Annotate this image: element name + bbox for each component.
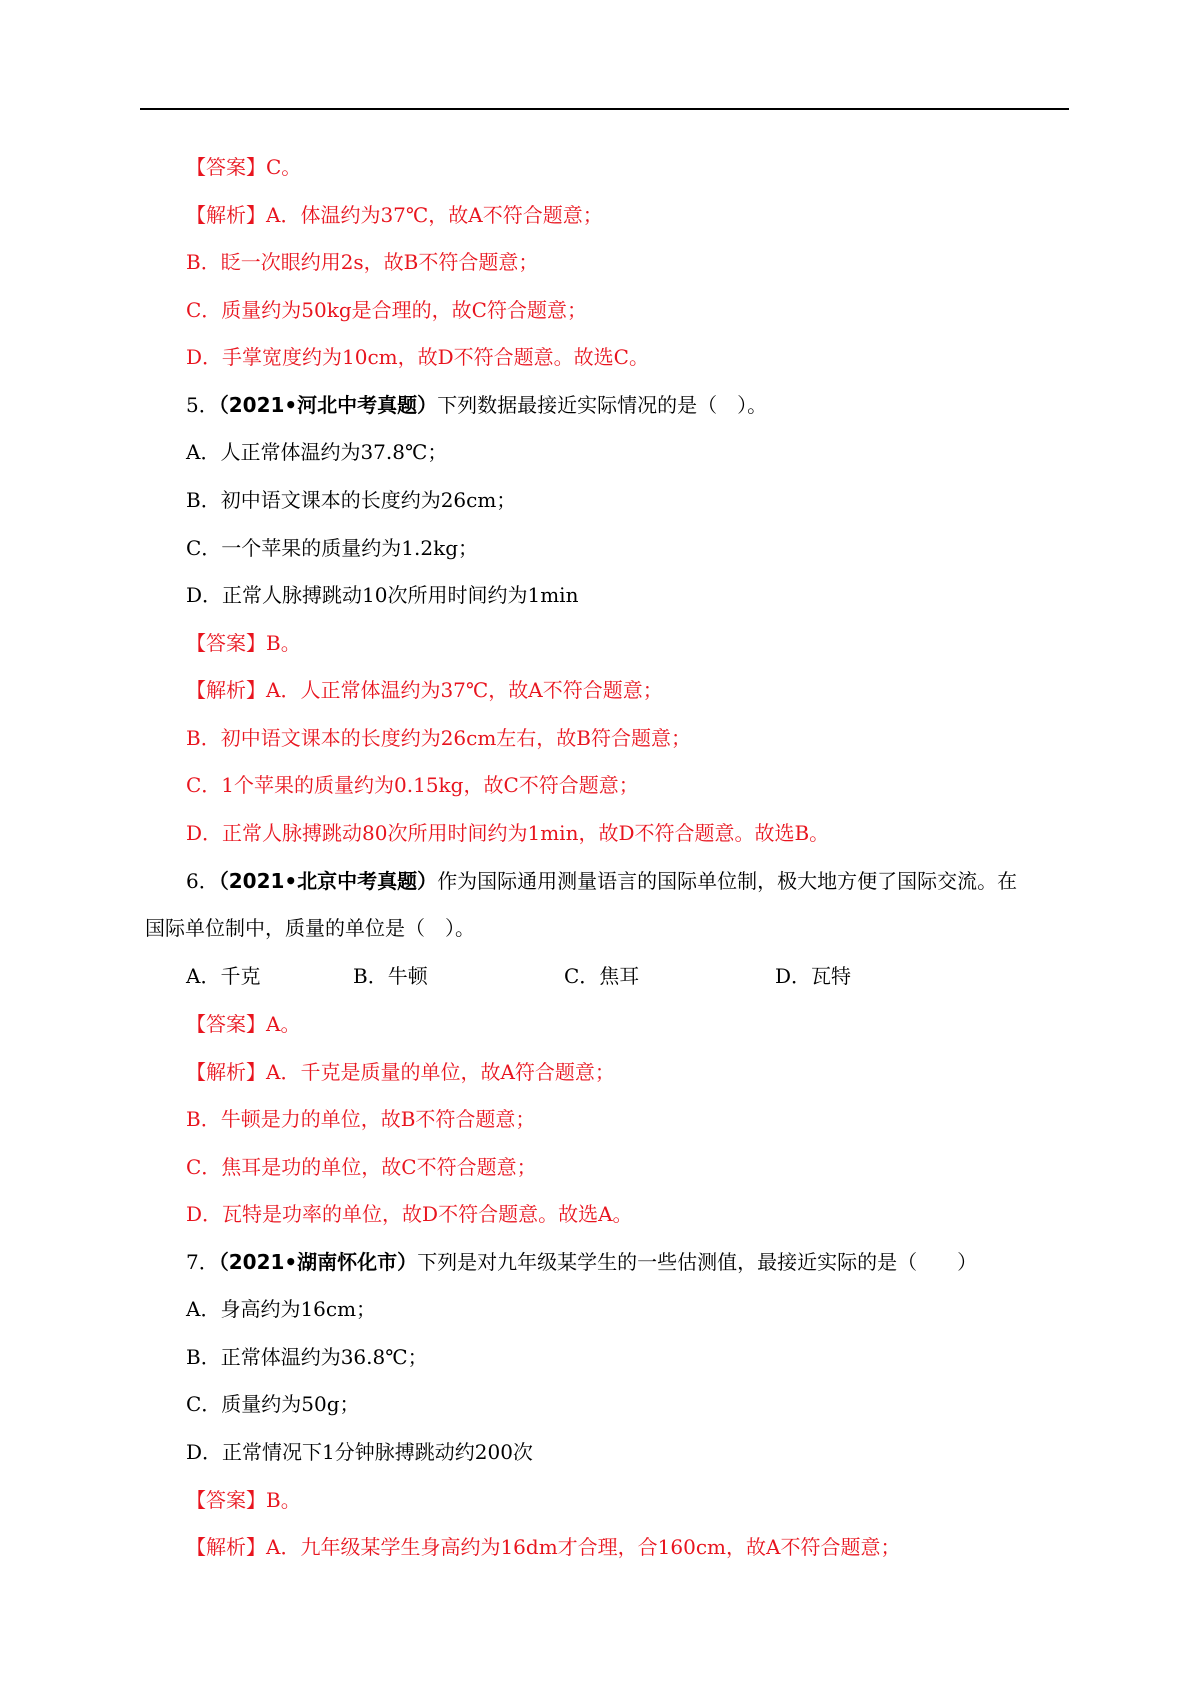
question-source: （2021•河北中考真题） (218, 393, 438, 417)
analysis-line: B．初中语文课本的长度约为26cm左右，故B符合题意； (186, 726, 692, 750)
analysis-line: 【解析】A．人正常体温约为37℃，故A不符合题意； (186, 678, 663, 702)
option-line: D．正常人脉搏跳动10次所用时间约为1min (186, 583, 579, 607)
answer-line: 【答案】A。 (186, 1012, 301, 1036)
analysis-line: 【解析】A．体温约为37℃，故A不符合题意； (186, 203, 603, 227)
question-number: 6． (186, 869, 219, 893)
analysis-line: D．瓦特是功率的单位，故D不符合题意。故选A。 (186, 1202, 633, 1226)
analysis-line: C．质量约为50kg是合理的，故C符合题意； (186, 298, 587, 322)
analysis-line: D．手掌宽度约为10cm，故D不符合题意。故选C。 (186, 345, 649, 369)
question-5 (186, 390, 767, 420)
question-number: 5． (186, 393, 219, 417)
question-7 (186, 1247, 977, 1277)
question-text: 作为国际通用测量语言的国际单位制，极大地方便了国际交流。在 (437, 869, 1018, 893)
answer-line: 【答案】B。 (186, 631, 301, 655)
option-line: A．人正常体温约为37.8℃； (186, 440, 448, 464)
option-line: C．质量约为50g； (186, 1392, 360, 1416)
question-6 (186, 866, 1017, 896)
question-source: （2021•湖南怀化市） (218, 1250, 418, 1274)
question-number: 7． (186, 1250, 219, 1274)
header-rule (140, 108, 1069, 110)
option-line: C．一个苹果的质量约为1.2kg； (186, 536, 479, 560)
analysis-line: B．牛顿是力的单位，故B不符合题意； (186, 1107, 536, 1131)
answer-line: 【答案】B。 (186, 1488, 301, 1512)
option-b: B．牛顿 (353, 964, 428, 988)
analysis-line: 【解析】A．九年级某学生身高约为16dm才合理，合160cm，故A不符合题意； (186, 1535, 901, 1559)
option-a: A．千克 (186, 964, 261, 988)
option-line: B．初中语文课本的长度约为26cm； (186, 488, 517, 512)
question-text: 下列数据最接近实际情况的是（ ）。 (437, 393, 768, 417)
analysis-line: 【解析】A．千克是质量的单位，故A符合题意； (186, 1060, 615, 1084)
analysis-line: B．眨一次眼约用2s，故B不符合题意； (186, 250, 539, 274)
option-d: D．瓦特 (775, 964, 852, 988)
option-line: D．正常情况下1分钟脉搏跳动约200次 (186, 1440, 533, 1464)
option-line: B．正常体温约为36.8℃； (186, 1345, 428, 1369)
analysis-line: D．正常人脉搏跳动80次所用时间约为1min，故D不符合题意。故选B。 (186, 821, 830, 845)
option-line: A．身高约为16cm； (186, 1297, 377, 1321)
question-text: 下列是对九年级某学生的一些估测值，最接近实际的是（ ） (417, 1250, 978, 1274)
question-text-continued: 国际单位制中，质量的单位是（ ）。 (145, 916, 475, 940)
analysis-line: C．焦耳是功的单位，故C不符合题意； (186, 1155, 537, 1179)
analysis-line: C．1个苹果的质量约为0.15kg，故C不符合题意； (186, 773, 639, 797)
answer-line: 【答案】C。 (186, 155, 302, 179)
question-source: （2021•北京中考真题） (218, 869, 438, 893)
option-c: C．焦耳 (564, 964, 640, 988)
